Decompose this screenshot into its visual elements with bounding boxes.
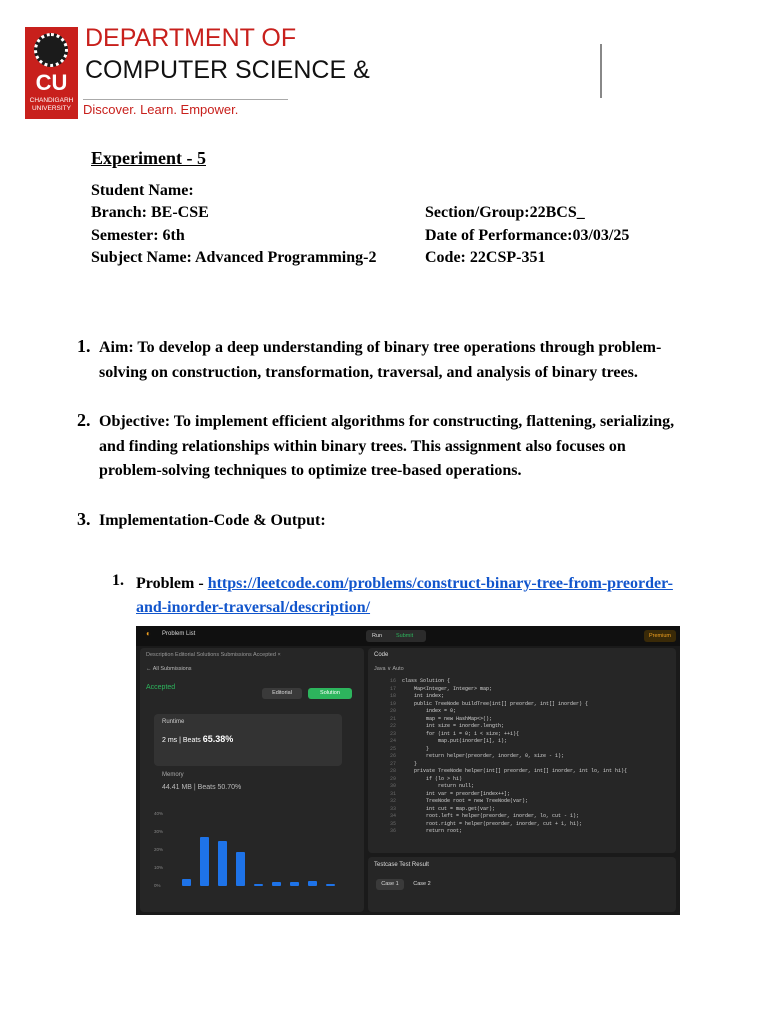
runtime-percent: 65.38% xyxy=(202,734,234,744)
problem-label: Problem - xyxy=(136,575,208,592)
code-text: int size = inorder.length; xyxy=(402,723,505,729)
runtime-distribution-chart xyxy=(154,808,350,908)
y-tick-label: 10% xyxy=(154,865,164,870)
distribution-bar xyxy=(308,881,317,886)
experiment-title: Experiment - 5 xyxy=(91,148,206,168)
code-panel xyxy=(368,648,676,853)
date-of-performance: Date of Performance:03/03/25 xyxy=(425,227,630,244)
distribution-bar xyxy=(218,841,227,886)
code-line xyxy=(374,791,670,799)
runtime-value: 2 ms | Beats 65.38% xyxy=(162,734,234,744)
line-number: 29 xyxy=(389,775,396,782)
panel-tabs[interactable]: Description Editorial Solutions Submissions Accepted × xyxy=(146,652,281,658)
all-submissions-link[interactable]: ← All Submissions xyxy=(146,666,192,672)
code-line xyxy=(374,723,670,731)
code-line xyxy=(374,716,670,724)
tagline: Discover. Learn. Empower. xyxy=(83,102,239,117)
distribution-bar xyxy=(200,837,209,886)
problem-link[interactable]: https://leetcode.com/problems/construct-binary-tree-from-preorder-and-inorder-traversal/description/ xyxy=(136,575,673,616)
leetcode-logo-icon: ◐ xyxy=(146,629,151,638)
case-1-tab[interactable]: Case 1 xyxy=(376,879,404,890)
code-line xyxy=(374,798,670,806)
line-number: 20 xyxy=(389,708,396,714)
solution-button[interactable]: Solution xyxy=(308,688,352,699)
y-tick-label: 30% xyxy=(154,829,164,834)
run-submit-group xyxy=(366,630,426,642)
code-text: } xyxy=(402,745,430,752)
code-text: for (int i = 0; i < size; ++i){ xyxy=(402,730,520,737)
code-line xyxy=(374,813,670,821)
code-text: private TreeNode helper(int[] preorder, int[] inorder, int lo, int hi){ xyxy=(402,768,628,774)
line-number: 28 xyxy=(389,768,396,774)
runtime-card xyxy=(154,714,342,766)
accepted-status: Accepted xyxy=(146,684,176,691)
line-number: 26 xyxy=(389,753,396,759)
section-group: Section/Group:22BCS_ xyxy=(425,204,585,221)
code-line xyxy=(374,678,670,686)
subject-name: Subject Name: Advanced Programming-2 xyxy=(91,249,377,266)
memory-label: Memory xyxy=(162,772,184,778)
code-line xyxy=(374,693,670,701)
code-text: TreeNode root = new TreeNode(var); xyxy=(402,798,529,804)
y-tick-label: 40% xyxy=(154,811,164,816)
line-number: 21 xyxy=(389,715,396,722)
run-button[interactable]: Run xyxy=(372,633,383,639)
leetcode-screenshot xyxy=(136,626,680,915)
implementation-heading: Implementation-Code & Output: xyxy=(99,512,326,529)
vertical-divider xyxy=(600,44,602,98)
department-line-2: COMPUTER SCIENCE & xyxy=(85,56,370,84)
code-line xyxy=(374,746,670,754)
line-number: 17 xyxy=(389,685,396,692)
gear-emblem-icon xyxy=(34,33,68,67)
language-selector[interactable]: Java ∨ Auto xyxy=(374,666,404,672)
item-number: 2. xyxy=(77,410,91,430)
line-number: 24 xyxy=(389,738,396,744)
y-tick-label: 0% xyxy=(154,883,161,888)
code-line xyxy=(374,828,670,836)
distribution-bar xyxy=(182,879,191,886)
line-number: 34 xyxy=(389,813,396,819)
student-name: Student Name: xyxy=(91,182,194,199)
code-line xyxy=(374,768,670,776)
line-number: 27 xyxy=(389,760,396,767)
code-line xyxy=(374,776,670,784)
problem-line xyxy=(136,572,696,620)
leetcode-topbar xyxy=(136,626,680,646)
code-text: return null; xyxy=(402,783,475,789)
distribution-bar xyxy=(290,882,299,886)
code-header: Code xyxy=(374,652,389,658)
code-line xyxy=(374,821,670,829)
code-line xyxy=(374,731,670,739)
code-text: index = 0; xyxy=(402,708,457,714)
item-number: 3. xyxy=(77,509,91,529)
editorial-button[interactable]: Editorial xyxy=(262,688,302,699)
code-line xyxy=(374,738,670,746)
logo-text: CU xyxy=(35,70,68,95)
code-text: class Solution { xyxy=(402,678,451,684)
problem-number: 1. xyxy=(112,572,124,589)
code-text: } xyxy=(402,760,418,767)
line-number: 35 xyxy=(389,820,396,827)
runtime-label: Runtime xyxy=(162,719,185,725)
line-number: 32 xyxy=(389,798,396,804)
line-number: 33 xyxy=(389,805,396,812)
y-tick-label: 20% xyxy=(154,847,164,852)
line-number: 18 xyxy=(389,693,396,699)
line-number: 22 xyxy=(389,723,396,729)
line-number: 30 xyxy=(389,783,396,789)
problem-list-link[interactable]: Problem List xyxy=(162,631,196,637)
objective-text: Objective: To implement efficient algorithms for constructing, flattening, serializing, and finding relationships within binary trees. This assignment also focuses on problem-solving techniques to optimize tree-based operations. xyxy=(99,413,675,479)
description-panel xyxy=(140,648,364,912)
code-text: root.left = helper(preorder, inorder, lo, cut - 1); xyxy=(402,813,580,819)
code-text: map.put(inorder[i], i); xyxy=(402,738,508,744)
code-line xyxy=(374,686,670,694)
line-number: 16 xyxy=(389,678,396,684)
code-text: public TreeNode buildTree(int[] preorder, int[] inorder) { xyxy=(402,700,589,707)
semester: Semester: 6th xyxy=(91,227,185,244)
item-number: 1. xyxy=(77,336,91,356)
distribution-bar xyxy=(272,882,281,886)
distribution-bar xyxy=(236,852,245,886)
code-line xyxy=(374,708,670,716)
university-logo xyxy=(25,27,78,119)
line-number: 25 xyxy=(389,745,396,752)
code-line xyxy=(374,761,670,769)
code-line xyxy=(374,701,670,709)
line-number: 19 xyxy=(389,700,396,707)
aim-text: Aim: To develop a deep understanding of binary tree operations through problem-solving on construction, transformation, traversal, and analysis of binary trees. xyxy=(99,339,662,381)
code-line xyxy=(374,783,670,791)
code-editor[interactable] xyxy=(374,678,670,846)
department-line-1: DEPARTMENT OF xyxy=(85,24,297,52)
memory-value: 44.41 MB | Beats 50.70% xyxy=(162,784,242,791)
subject-code: Code: 22CSP-351 xyxy=(425,249,546,266)
case-2-tab[interactable]: Case 2 xyxy=(413,881,431,887)
header-divider xyxy=(83,99,288,100)
distribution-bar xyxy=(326,884,335,886)
code-text: int var = preorder[index++]; xyxy=(402,790,511,797)
code-text: int index; xyxy=(402,693,445,699)
testcase-panel xyxy=(368,857,676,912)
line-number: 36 xyxy=(389,828,396,834)
code-line xyxy=(374,753,670,761)
code-line xyxy=(374,806,670,814)
code-text: root.right = helper(preorder, inorder, cut + 1, hi); xyxy=(402,820,583,827)
code-text: return root; xyxy=(402,828,463,834)
testcase-tabs[interactable]: Testcase Test Result xyxy=(374,862,429,868)
code-text: map = new HashMap<>(); xyxy=(402,715,493,722)
code-text: return helper(preorder, inorder, 0, size - 1); xyxy=(402,753,565,759)
logo-subtext: CHANDIGARH UNIVERSITY xyxy=(29,97,74,112)
code-text: if (lo > hi) xyxy=(402,775,463,782)
submit-button[interactable]: Submit xyxy=(396,633,414,639)
branch: Branch: BE-CSE xyxy=(91,204,209,221)
code-text: int cut = map.get(var); xyxy=(402,805,496,812)
premium-button[interactable]: Premium xyxy=(644,630,676,642)
distribution-bar xyxy=(254,884,263,886)
line-number: 31 xyxy=(389,790,396,797)
line-number: 23 xyxy=(389,730,396,737)
code-text: Map<Integer, Integer> map; xyxy=(402,685,493,692)
